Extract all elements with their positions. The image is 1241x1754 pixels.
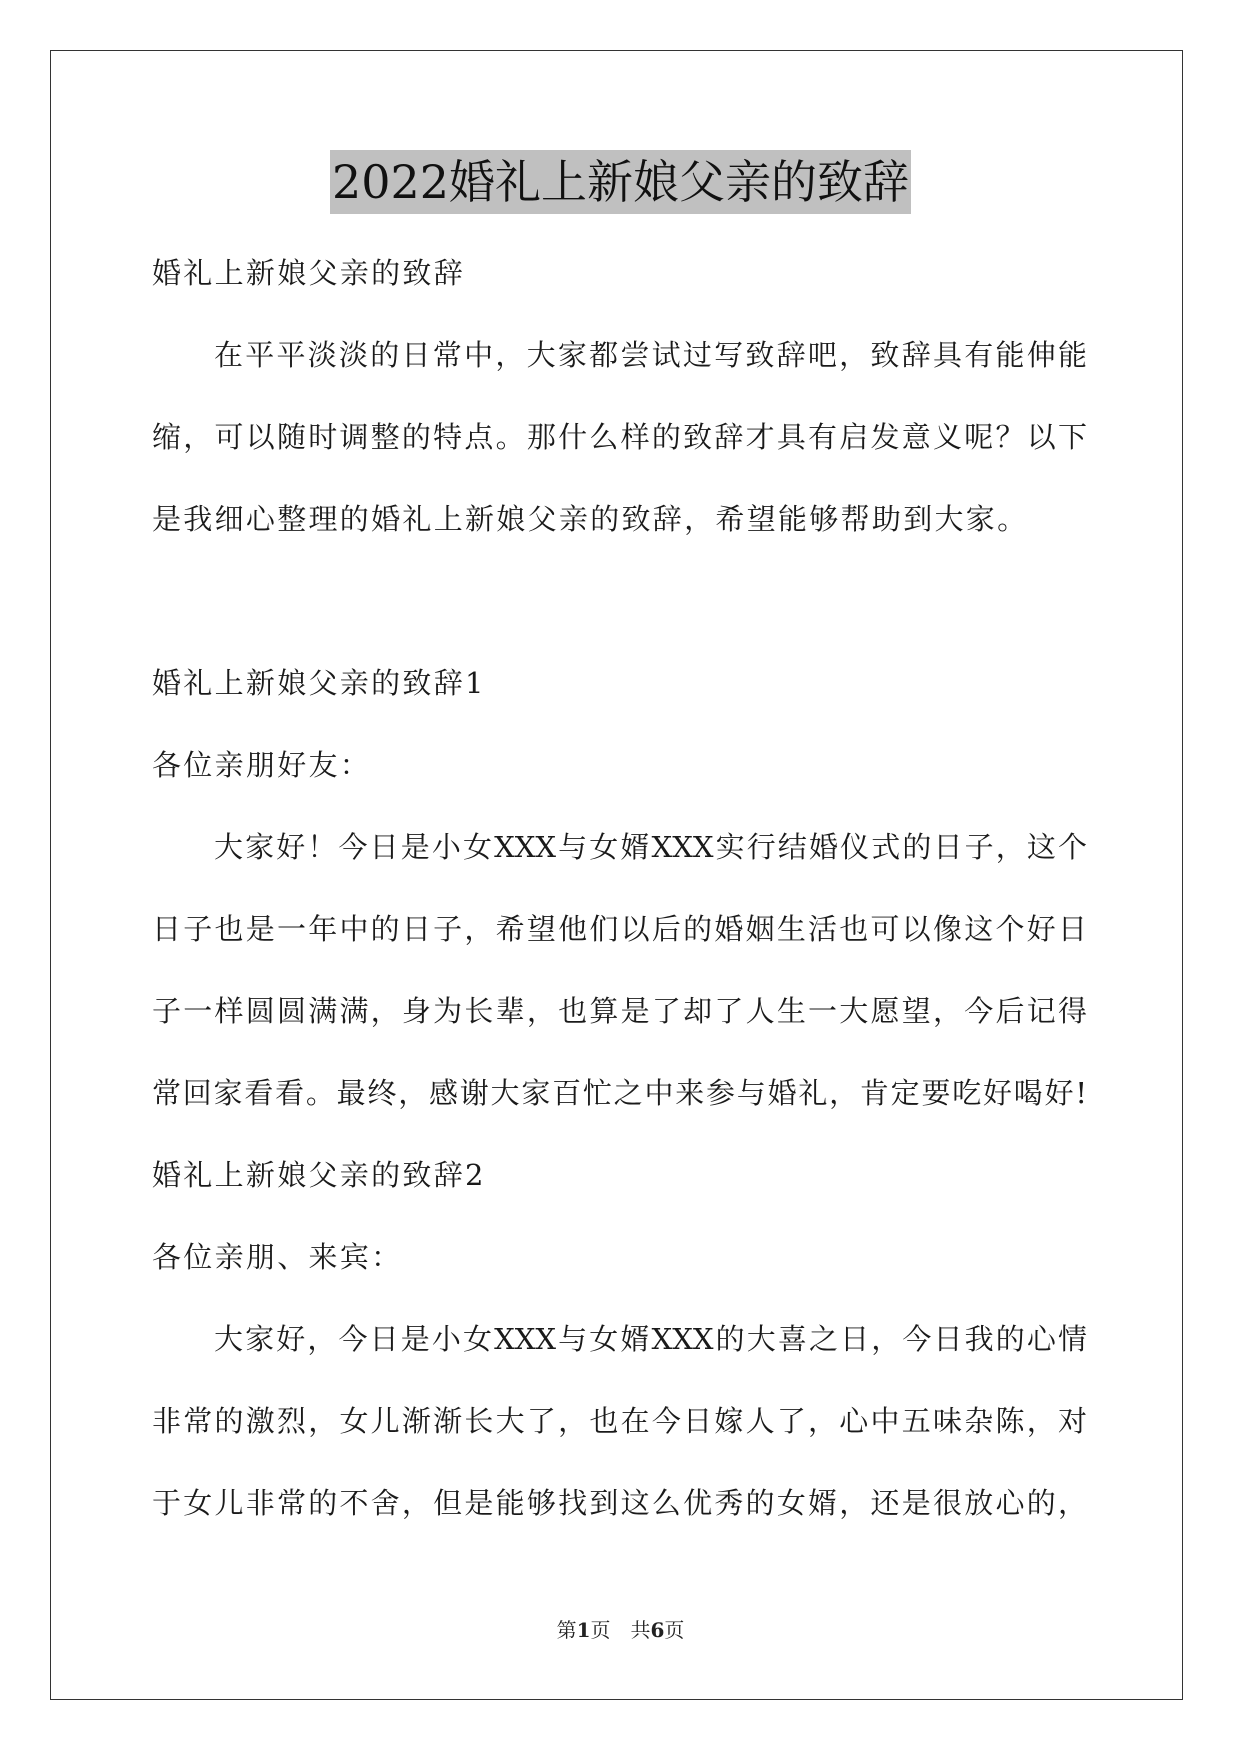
paragraph-line: 是我细心整理的婚礼上新娘父亲的致辞，希望能够帮助到大家。 bbox=[152, 502, 1029, 536]
blank-line bbox=[152, 560, 1087, 642]
paragraph-line: 缩，可以随时调整的特点。那什么样的致辞才具有启发意义呢？以下 bbox=[152, 420, 1087, 454]
paragraph-line: 大家好！今日是小女XXX与女婿XXX实行结婚仪式的日子，这个 bbox=[214, 830, 1087, 864]
document-title: 2022婚礼上新娘父亲的致辞 bbox=[330, 150, 911, 214]
paragraph-line: 于女儿非常的不舍，但是能够找到这么优秀的女婿，还是很放心的， bbox=[152, 1486, 1087, 1520]
page-current-number: 1 bbox=[576, 1618, 591, 1642]
paragraph-line: 在平平淡淡的日常中，大家都尝试过写致辞吧，致辞具有能伸能 bbox=[214, 338, 1087, 372]
title-container bbox=[0, 150, 1241, 214]
page-total-number: 6 bbox=[650, 1618, 665, 1642]
page-prefix: 第 bbox=[556, 1618, 577, 1642]
page-mid: 页 共 bbox=[590, 1618, 651, 1642]
section-heading-2: 婚礼上新娘父亲的致辞2 bbox=[152, 1158, 486, 1192]
section-heading-1: 婚礼上新娘父亲的致辞1 bbox=[152, 666, 486, 700]
paragraph-line: 非常的激烈，女儿渐渐长大了，也在今日嫁人了，心中五味杂陈，对 bbox=[152, 1404, 1087, 1438]
paragraph-line: 常回家看看。最终，感谢大家百忙之中来参与婚礼，肯定要吃好喝好! bbox=[152, 1076, 1087, 1110]
intro-heading: 婚礼上新娘父亲的致辞 bbox=[152, 256, 466, 290]
paragraph-line: 日子也是一年中的日子，希望他们以后的婚姻生活也可以像这个好日 bbox=[152, 912, 1087, 946]
document-body bbox=[152, 232, 1087, 1544]
salutation: 各位亲朋好友： bbox=[152, 748, 372, 782]
page-suffix: 页 bbox=[664, 1618, 685, 1642]
salutation: 各位亲朋、来宾： bbox=[152, 1240, 403, 1274]
paragraph-line: 子一样圆圆满满，身为长辈，也算是了却了人生一大愿望，今后记得 bbox=[152, 994, 1087, 1028]
page-footer bbox=[0, 1614, 1241, 1643]
paragraph-line: 大家好，今日是小女XXX与女婿XXX的大喜之日，今日我的心情 bbox=[214, 1322, 1087, 1356]
